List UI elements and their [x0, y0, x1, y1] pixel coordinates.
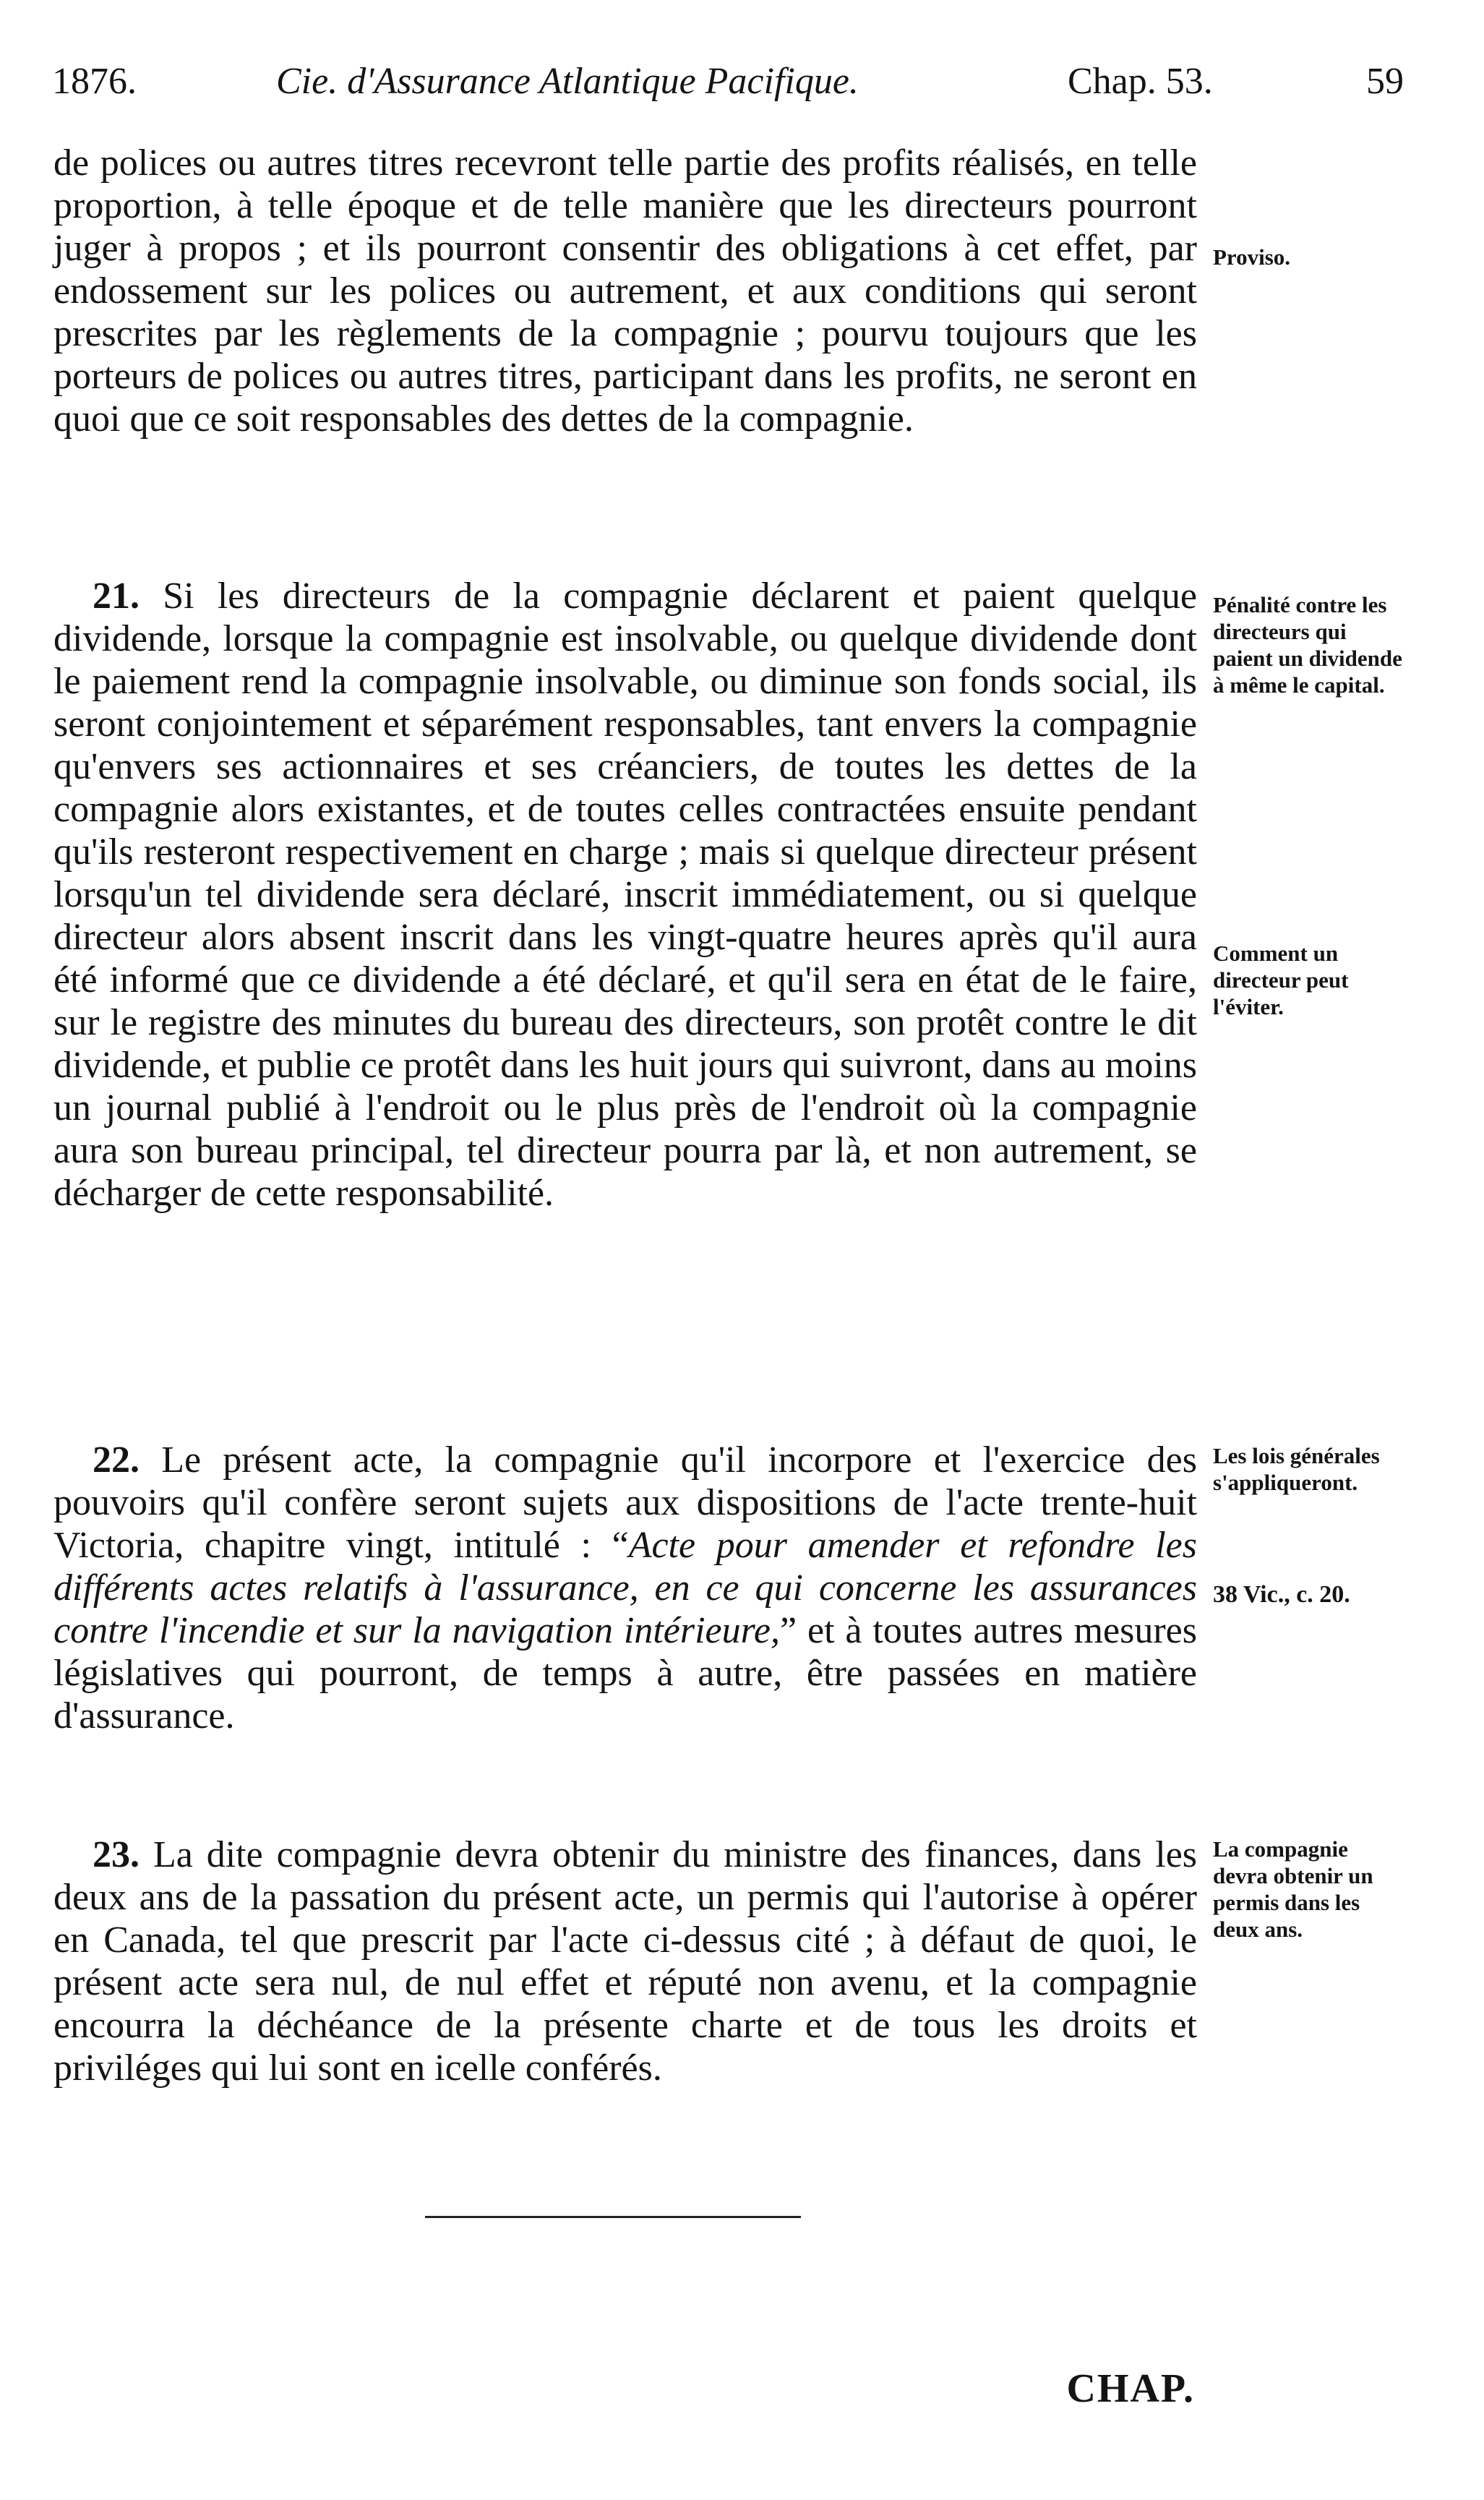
header-year: 1876. — [52, 61, 137, 102]
margin-note-comment: Comment un directeur peut l'éviter. — [1213, 941, 1349, 1019]
section-end-rule — [425, 2216, 801, 2218]
section-21-text: Si les directeurs de la compagnie déclarent et paient quelque dividende, lorsque la compagnie est insolvable, ou quelque dividende dont le paiement rend la compagnie insolvable, ou diminue son fonds social, ils seront conjointement et séparément responsables, tant envers la compagnie qu'envers ses actionnaires et ses créanciers, de toutes les dettes de la compagnie alors existantes, et de toutes celles contractées ensuite pendant qu'ils resteront respectivement en charge ; mais si quelque directeur présent lorsqu'un tel dividende sera déclaré, inscrit immédiatement, ou si quelque directeur alors absent inscrit dans les vingt-quatre heures après qu'il aura été informé que ce dividende a été déclaré, et qu'il sera en état de le faire, sur le registre des minutes du bureau des directeurs, son protêt contre le dit dividende, et publie ce protêt dans les huit jours qui suivront, dans au moins un journal publié à l'endroit ou le plus près de l'endroit où la compagnie aura son bureau principal, tel directeur pourra par là, et non autrement, se décharger de cette responsabilité. — [53, 575, 1197, 1214]
running-header — [52, 49, 1404, 114]
section-22-act-title: Acte pour amender et refondre les différents actes relatifs à l'assurance, en ce qui concerne les assurances contre l'incendie et sur la navigation intérieure, — [53, 1525, 1197, 1651]
header-title: Cie. d'Assurance Atlantique Pacifique. — [276, 61, 859, 102]
catchword: CHAP. — [1066, 2366, 1195, 2411]
continuation-text: de polices ou autres titres recevront telle partie des profits réalisés, en telle proportion, à telle époque et de telle manière que les directeurs pourront juger à propos ; et ils pourront consentir des obligations à cet effet, par endossement sur les polices ou autrement, et aux conditions qui seront prescrites par les règlements de la compagnie ; pourvu toujours que les porteurs de polices ou autres titres, participant dans les profits, ne seront en quoi que ce soit responsables des dettes de la compagnie. — [53, 142, 1197, 440]
margin-note-citation: 38 Vic., c. 20. — [1213, 1581, 1350, 1608]
margin-note-proviso: Proviso. — [1213, 244, 1291, 270]
margin-note-lois: Les lois générales s'appliqueront. — [1213, 1443, 1380, 1495]
section-22-number: 22. — [93, 1439, 140, 1481]
section-22-text-after: ” et à toutes autres mesures législatives qui pourront, de temps à autre, être passées en matière d'assurance. — [53, 1610, 1197, 1737]
margin-note-penalite: Pénalité contre les directeurs qui paient un dividende à même le capital. — [1213, 592, 1402, 698]
section-22-text-before: Le présent acte, la compagnie qu'il incorpore et l'exercice des pouvoirs qu'il confère seront sujets aux dispositions de l'acte trente-huit Victoria, chapitre vingt, intitulé : “ — [53, 1439, 1197, 1566]
page-number: 59 — [1366, 61, 1404, 102]
section-22 — [53, 1439, 1197, 1737]
section-23-text: La dite compagnie devra obtenir du ministre des finances, dans les deux ans de la passation du présent acte, un permis qui l'autorise à opérer en Canada, tel que prescrit par l'acte ci-dessus cité ; à défaut de quoi, le présent acte sera nul, de nul effet et réputé non avenu, et la compagnie encourra la déchéance de la présente charte et de tous les droits et priviléges qui lui sont en icelle conférés. — [53, 1834, 1198, 2089]
section-21-number: 21. — [93, 575, 140, 617]
header-chapter: Chap. 53. — [1068, 61, 1213, 102]
continuation-paragraph — [53, 142, 1197, 440]
margin-note-compagnie: La compagnie devra obtenir un permis dans les deux ans. — [1213, 1836, 1373, 1942]
section-21 — [53, 575, 1197, 1215]
section-23 — [53, 1833, 1197, 2089]
section-23-number: 23. — [93, 1834, 140, 1875]
